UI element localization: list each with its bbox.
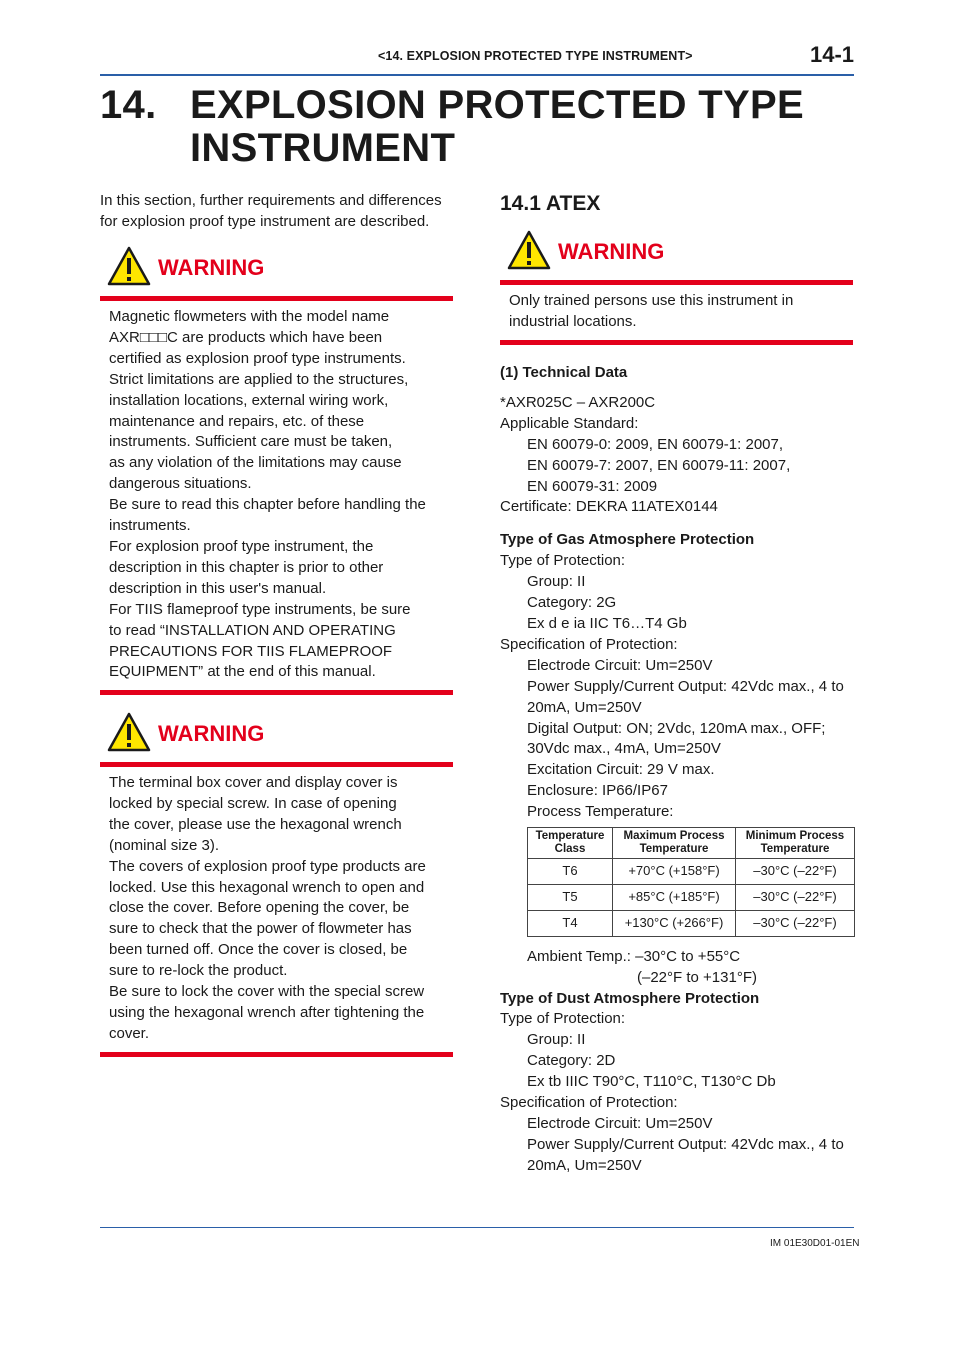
gas-type-label: Type of Protection: bbox=[500, 552, 626, 570]
warning-bottom-bar bbox=[100, 1052, 453, 1057]
warning-text-line: sure to re-lock the product. bbox=[109, 962, 288, 980]
gas-spec-item: Digital Output: ON; 2Vdc, 120mA max., OFF; bbox=[527, 719, 826, 737]
table-row bbox=[528, 884, 855, 910]
warning-text-line: AXR□□□C are products which have been bbox=[109, 328, 383, 346]
dust-type-item: Ex tb IIIC T90°C, T110°C, T130°C Db bbox=[527, 1073, 776, 1091]
dust-type-label: Type of Protection: bbox=[500, 1010, 626, 1028]
warning-text-line: using the hexagonal wrench after tightening the bbox=[109, 1003, 425, 1021]
table-cell: +85°C (+185°F) bbox=[613, 884, 736, 910]
warning-text-line: instruments. Sufficient care must be taken, bbox=[109, 433, 393, 451]
table-cell: T6 bbox=[528, 859, 613, 885]
warning-bottom-bar bbox=[100, 690, 453, 695]
warning-text-line: to read “INSTALLATION AND OPERATING bbox=[109, 621, 396, 639]
dust-protection-heading: Type of Dust Atmosphere Protection bbox=[500, 989, 760, 1007]
warning-text-line: Strict limitations are applied to the structures, bbox=[109, 370, 409, 388]
warning-text-line: been turned off. Once the cover is closed, be bbox=[109, 941, 408, 959]
ambient-temp: Ambient Temp.: –30°C to +55°C bbox=[527, 947, 741, 965]
dust-spec-item: 20mA, Um=250V bbox=[527, 1156, 642, 1174]
dust-spec-label: Specification of Protection: bbox=[500, 1094, 678, 1112]
table-row bbox=[528, 859, 855, 885]
table-cell: –30°C (–22°F) bbox=[736, 884, 855, 910]
warning-text-line: description in this chapter is prior to other bbox=[109, 558, 384, 576]
warning-text-line: PRECAUTIONS FOR TIIS FLAMEPROOF bbox=[109, 642, 393, 660]
warning-text-line: industrial locations. bbox=[509, 312, 637, 330]
chapter-title: EXPLOSION PROTECTED TYPE INSTRUMENT bbox=[190, 83, 804, 170]
standard-item: EN 60079-7: 2007, EN 60079-11: 2007, bbox=[527, 456, 791, 474]
standard-item: EN 60079-0: 2009, EN 60079-1: 2007, bbox=[527, 435, 784, 453]
warning-text-line: certified as explosion proof type instruments. bbox=[109, 349, 406, 367]
section-heading-atex: 14.1 ATEX bbox=[500, 192, 601, 215]
warning-text-line: sure to check that the power of flowmeter has bbox=[109, 920, 412, 938]
warning-text-line: The terminal box cover and display cover is bbox=[109, 774, 398, 791]
dust-type-list bbox=[500, 1030, 860, 1093]
warning-body bbox=[100, 767, 453, 1052]
warning-triangle-icon bbox=[507, 230, 551, 270]
table-cell: T4 bbox=[528, 910, 613, 936]
gas-type-item: Group: II bbox=[527, 573, 586, 591]
warning-text-line: dangerous situations. bbox=[109, 475, 252, 493]
model-range: *AXR025C – AXR200C bbox=[500, 393, 656, 411]
warning-text-line: The covers of explosion proof type products are bbox=[109, 857, 426, 875]
gas-spec-label: Specification of Protection: bbox=[500, 635, 678, 653]
warning-text-line: Be sure to read this chapter before handling the bbox=[109, 496, 426, 514]
warning-text-line: Be sure to lock the cover with the special screw bbox=[109, 983, 425, 1001]
gas-spec-item: Process Temperature: bbox=[527, 803, 674, 821]
warning-text-line: Magnetic flowmeters with the model name bbox=[109, 308, 390, 325]
gas-spec-item: Excitation Circuit: 29 V max. bbox=[527, 761, 715, 779]
warning-text-line: (nominal size 3). bbox=[109, 836, 220, 854]
document-id: IM 01E30D01-01EN bbox=[770, 1238, 860, 1249]
table-cell: +70°C (+158°F) bbox=[613, 859, 736, 885]
running-header: <14. EXPLOSION PROTECTED TYPE INSTRUMENT> bbox=[378, 49, 693, 63]
warning-triangle-icon bbox=[107, 712, 151, 752]
gas-spec-item: Power Supply/Current Output: 42Vdc max., 4 to bbox=[527, 677, 844, 695]
standard-list bbox=[500, 435, 860, 498]
gas-spec-list bbox=[500, 656, 860, 823]
warning-text-line: instruments. bbox=[109, 517, 191, 535]
ambient-temp-fahrenheit: (–22°F to +131°F) bbox=[637, 968, 757, 986]
dust-spec-list bbox=[500, 1114, 860, 1177]
warning-label: WARNING bbox=[158, 255, 265, 280]
warning-text-line: locked by special screw. In case of opening bbox=[109, 794, 397, 812]
dust-type-item: Category: 2D bbox=[527, 1052, 616, 1070]
gas-spec-item: Electrode Circuit: Um=250V bbox=[527, 656, 713, 674]
gas-spec-item: Enclosure: IP66/IP67 bbox=[527, 782, 668, 800]
warning-triangle-icon bbox=[107, 246, 151, 286]
table-row bbox=[528, 910, 855, 936]
warning-box-cover-lock bbox=[100, 712, 453, 1057]
warning-text-line: Only trained persons use this instrument in bbox=[509, 292, 794, 309]
table-cell: –30°C (–22°F) bbox=[736, 859, 855, 885]
standard-label: Applicable Standard: bbox=[500, 414, 639, 432]
warning-text-line: as any violation of the limitations may cause bbox=[109, 454, 402, 472]
warning-text-line: the cover, please use the hexagonal wrench bbox=[109, 815, 402, 833]
technical-data-heading: (1) Technical Data bbox=[500, 364, 628, 381]
warning-box-trained-persons bbox=[500, 230, 853, 345]
gas-type-item: Ex d e ia IIC T6…T4 Gb bbox=[527, 614, 687, 632]
warning-body bbox=[100, 301, 453, 690]
dust-spec-item: Power Supply/Current Output: 42Vdc max., 4 to bbox=[527, 1135, 844, 1153]
gas-spec-item: 20mA, Um=250V bbox=[527, 698, 642, 716]
table-header-cell: Maximum Process Temperature bbox=[613, 828, 736, 859]
process-temperature-table bbox=[527, 827, 855, 937]
warning-bottom-bar bbox=[500, 340, 853, 345]
chapter-number: 14. bbox=[100, 83, 157, 127]
header-divider bbox=[100, 74, 854, 76]
warning-box-certification bbox=[100, 246, 453, 695]
certificate: Certificate: DEKRA 11ATEX0144 bbox=[500, 498, 718, 516]
intro-paragraph: In this section, further requirements and differences for explosion proof type instrument are described. bbox=[100, 192, 442, 230]
table-cell: +130°C (+266°F) bbox=[613, 910, 736, 936]
warning-label: WARNING bbox=[158, 721, 265, 746]
gas-spec-item: 30Vdc max., 4mA, Um=250V bbox=[527, 740, 721, 758]
warning-text-line: cover. bbox=[109, 1024, 150, 1042]
table-header-row bbox=[528, 828, 855, 859]
warning-label: WARNING bbox=[558, 239, 665, 264]
warning-text-line: For explosion proof type instrument, the bbox=[109, 537, 374, 555]
dust-spec-item: Electrode Circuit: Um=250V bbox=[527, 1115, 713, 1132]
footer-divider bbox=[100, 1227, 854, 1228]
warning-text-line: description in this user's manual. bbox=[109, 579, 327, 597]
table-cell: –30°C (–22°F) bbox=[736, 910, 855, 936]
warning-text-line: maintenance and repairs, etc. of these bbox=[109, 412, 365, 430]
gas-protection-heading: Type of Gas Atmosphere Protection bbox=[500, 531, 755, 549]
warning-body bbox=[500, 285, 853, 340]
page-number: 14-1 bbox=[810, 42, 855, 67]
warning-text-line: EQUIPMENT” at the end of this manual. bbox=[109, 663, 376, 681]
warning-text-line: For TIIS flameproof type instruments, be sure bbox=[109, 600, 411, 618]
technical-data bbox=[500, 363, 860, 1177]
gas-type-item: Category: 2G bbox=[527, 594, 617, 612]
dust-type-item: Group: II bbox=[527, 1031, 586, 1049]
table-cell: T5 bbox=[528, 884, 613, 910]
table-header-cell: Temperature Class bbox=[528, 828, 613, 859]
warning-text-line: installation locations, external wiring work, bbox=[109, 391, 389, 409]
warning-text-line: close the cover. Before opening the cover, be bbox=[109, 899, 410, 917]
gas-type-list bbox=[500, 572, 860, 635]
standard-item: EN 60079-31: 2009 bbox=[527, 477, 658, 495]
warning-text-line: locked. Use this hexagonal wrench to open and bbox=[109, 878, 425, 896]
table-header-cell: Minimum Process Temperature bbox=[736, 828, 855, 859]
